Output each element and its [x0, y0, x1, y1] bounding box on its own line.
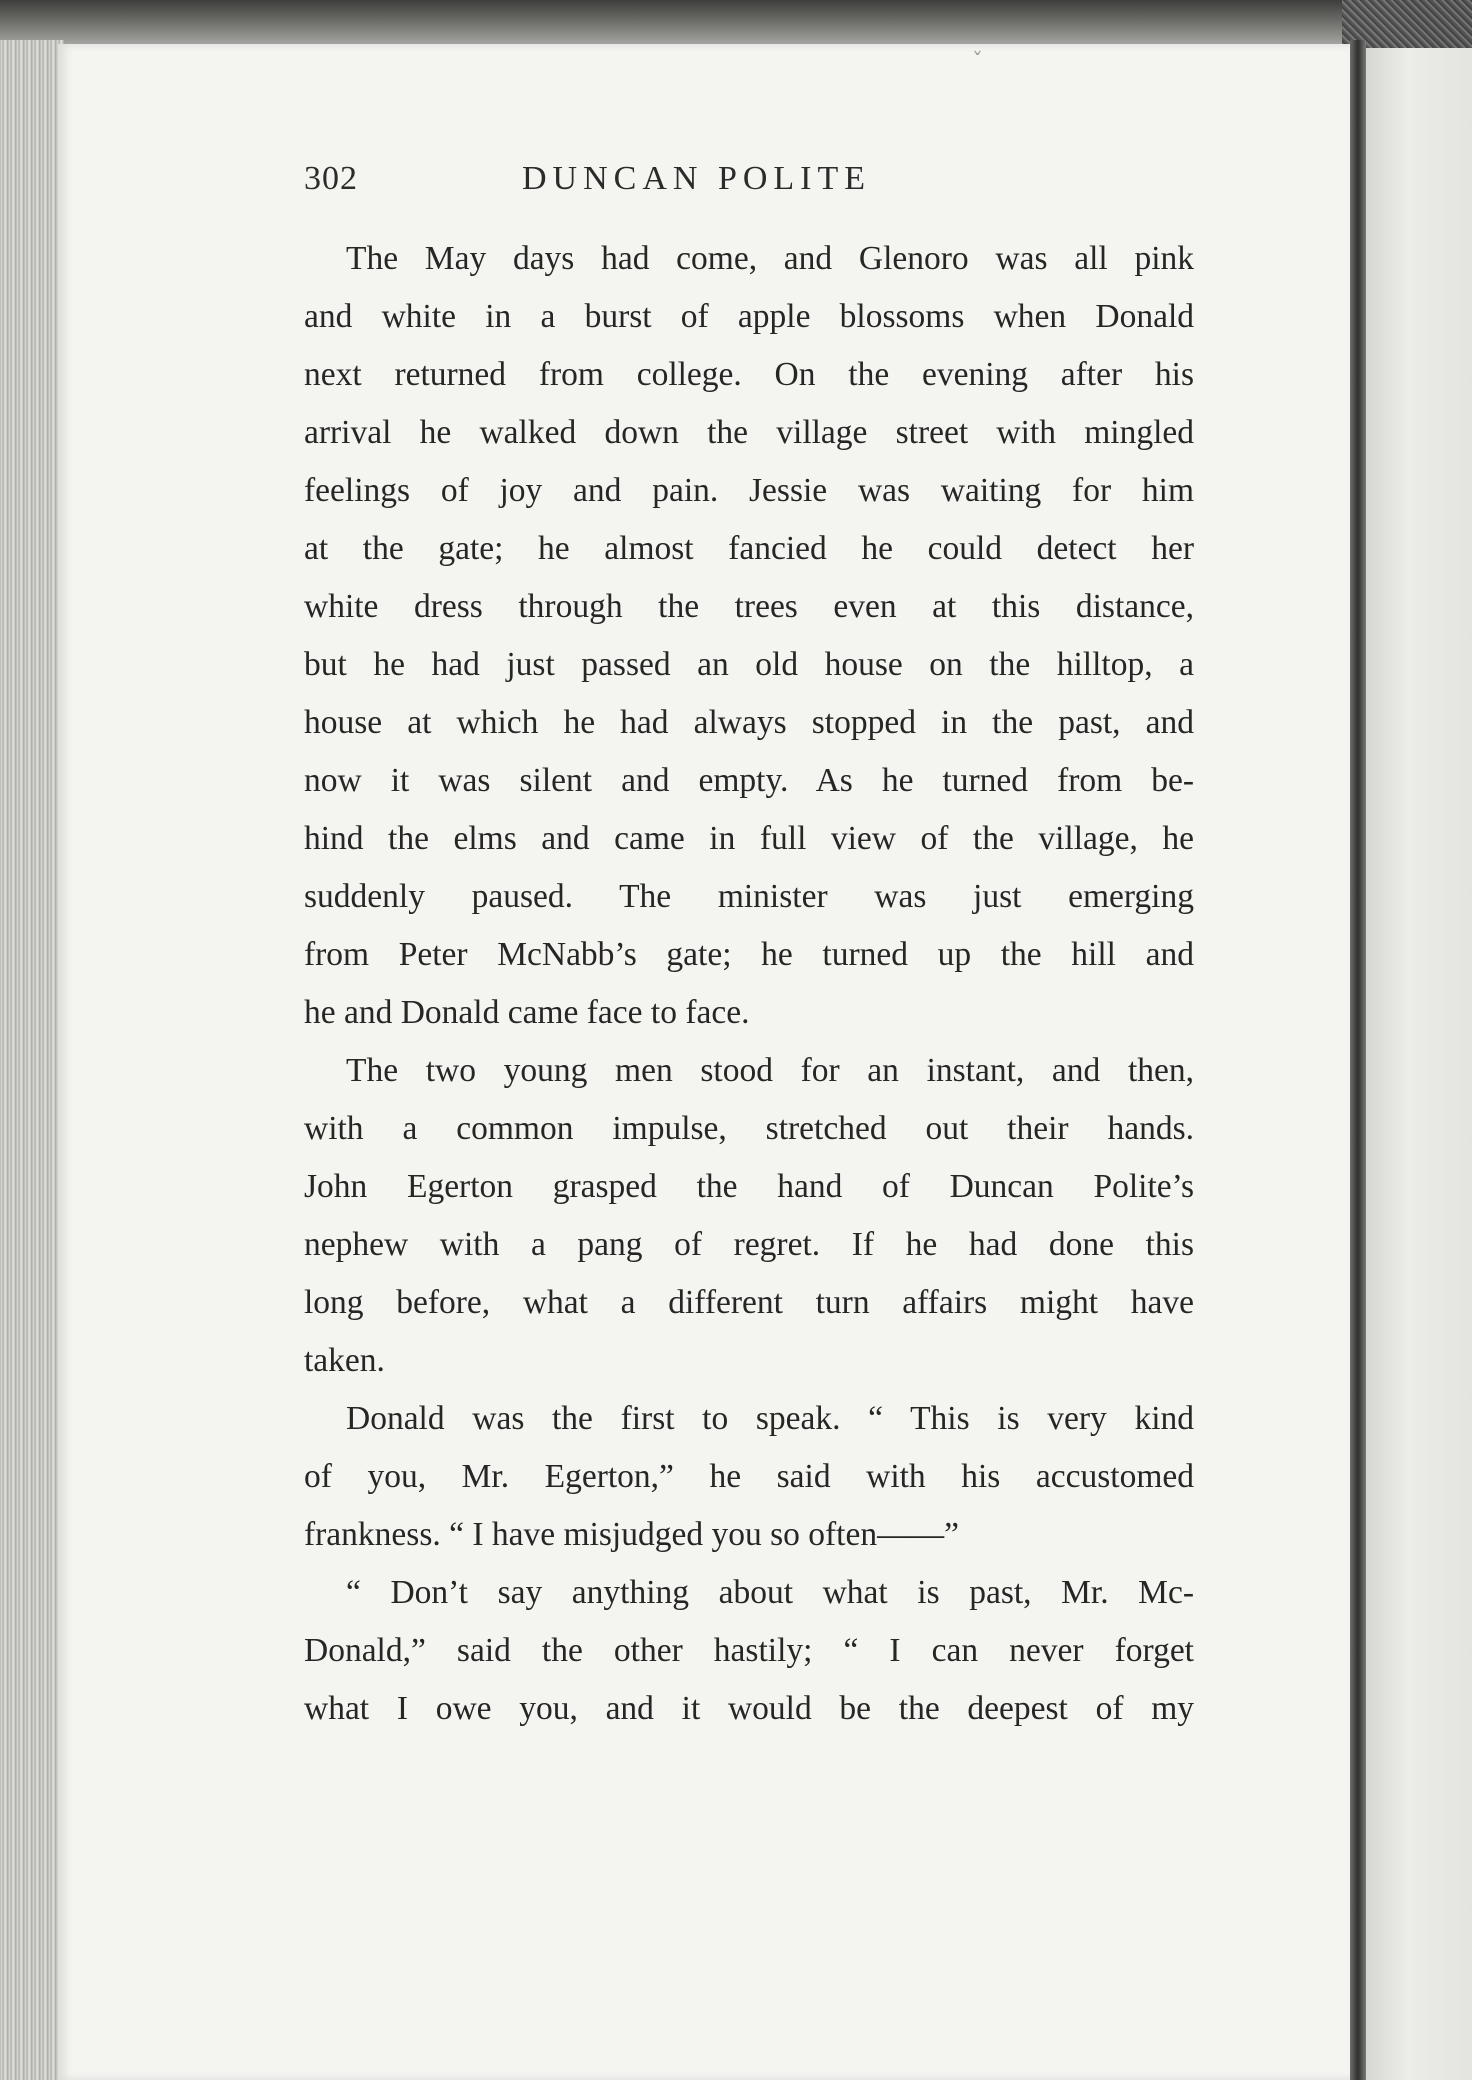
- paragraph: [304, 1042, 1194, 1390]
- text-line: taken.: [304, 1342, 385, 1379]
- text-line: with a common impulse, stretched out their hands.: [304, 1110, 1194, 1147]
- page-edge-stack: [0, 40, 64, 2080]
- paragraph: [304, 1564, 1194, 1738]
- paragraph: [304, 1390, 1194, 1564]
- text-line: of you, Mr. Egerton,” he said with his accustomed: [304, 1458, 1194, 1495]
- page-header: [304, 160, 1204, 210]
- adjacent-page-edge: [1366, 48, 1472, 2080]
- text-line: white dress through the trees even at this distance,: [304, 588, 1194, 625]
- text-line: frankness. “ I have misjudged you so often——”: [304, 1516, 959, 1553]
- ink-mark: ˇ: [972, 50, 983, 75]
- page-number: 302: [304, 160, 358, 197]
- text-line: The two young men stood for an instant, and then,: [346, 1052, 1194, 1089]
- text-line: now it was silent and empty. As he turned from be-: [304, 762, 1194, 799]
- paragraph: [304, 230, 1194, 1042]
- body-text: [304, 230, 1194, 1738]
- text-line: suddenly paused. The minister was just emerging: [304, 878, 1194, 915]
- text-line: and white in a burst of apple blossoms when Donald: [304, 298, 1194, 335]
- text-line: long before, what a different turn affairs might have: [304, 1284, 1194, 1321]
- text-line: but he had just passed an old house on the hilltop, a: [304, 646, 1194, 683]
- running-head: DUNCAN POLITE: [522, 160, 872, 197]
- text-line: from Peter McNabb’s gate; he turned up the hill and: [304, 936, 1194, 973]
- text-line: feelings of joy and pain. Jessie was waiting for him: [304, 472, 1194, 509]
- binding-shadow: [1350, 40, 1366, 2080]
- text-line: John Egerton grasped the hand of Duncan Polite’s: [304, 1168, 1194, 1205]
- text-line: nephew with a pang of regret. If he had done this: [304, 1226, 1194, 1263]
- text-line: house at which he had always stopped in the past, and: [304, 704, 1194, 741]
- text-line: hind the elms and came in full view of the village, he: [304, 820, 1194, 857]
- text-line: Donald,” said the other hastily; “ I can never forget: [304, 1632, 1194, 1669]
- text-line: what I owe you, and it would be the deepest of my: [304, 1690, 1194, 1727]
- text-line: he and Donald came face to face.: [304, 994, 750, 1031]
- text-line: The May days had come, and Glenoro was all pink: [346, 240, 1194, 277]
- text-line: next returned from college. On the evening after his: [304, 356, 1194, 393]
- text-line: “ Don’t say anything about what is past, Mr. Mc-: [346, 1574, 1194, 1611]
- text-line: Donald was the first to speak. “ This is very kind: [346, 1400, 1194, 1437]
- text-line: arrival he walked down the village street with mingled: [304, 414, 1194, 451]
- text-line: at the gate; he almost fancied he could detect her: [304, 530, 1194, 567]
